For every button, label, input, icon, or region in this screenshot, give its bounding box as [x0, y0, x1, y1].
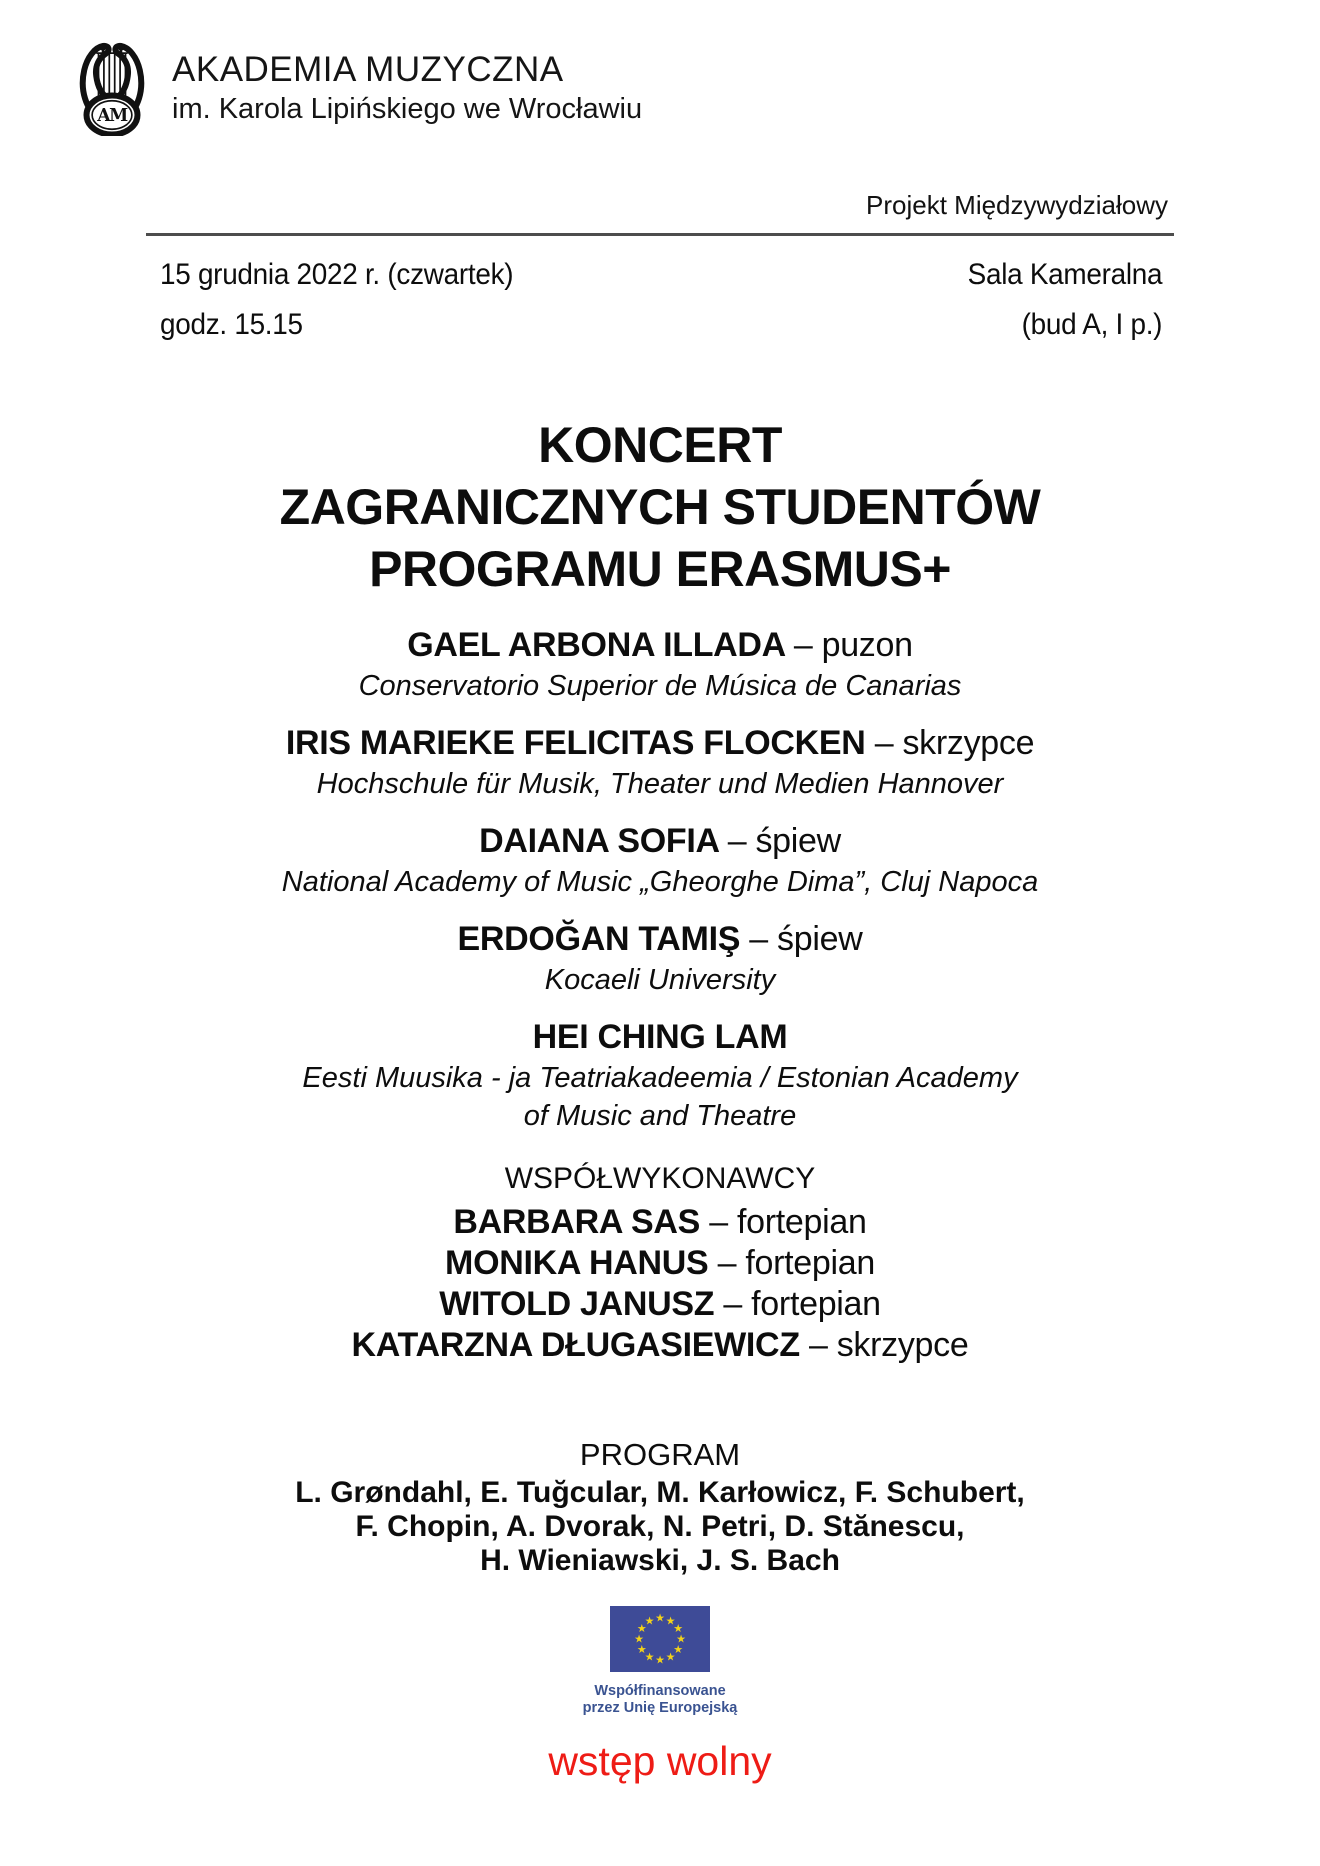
event-venue: Sala Kameralna	[967, 258, 1162, 291]
performer-school: Kocaeli University	[544, 964, 776, 996]
performer-school: National Academy of Music „Gheorghe Dima”, Cluj Napoca	[281, 866, 1039, 898]
co-performer-line	[0, 1243, 1320, 1284]
performer-name: GAEL ARBONA ILLADA	[407, 626, 785, 664]
performer-instrument: – śpiew	[749, 920, 863, 958]
divider-rule	[146, 233, 1174, 236]
eu-star-icon: ★	[636, 1643, 647, 1656]
program-line: H. Wieniawski, J. S. Bach	[480, 1544, 840, 1577]
co-performers-heading: WSPÓŁWYKONAWCY	[504, 1162, 816, 1195]
co-performers-list	[0, 1202, 1320, 1366]
event-date: 15 grudnia 2022 r. (czwartek)	[160, 258, 514, 291]
performer-school: Eesti Muusika - ja Teatriakadeemia / Estonian Academy	[302, 1062, 1018, 1094]
performer-school-line-2: of Music and Theatre	[523, 1100, 797, 1132]
concert-title-line-1: KONCERT	[538, 417, 782, 473]
co-performer-name: MONIKA HANUS	[445, 1244, 709, 1282]
eu-star-icon: ★	[665, 1614, 676, 1628]
performer-name: HEI CHING LAM	[532, 1018, 788, 1056]
performer-entry	[0, 624, 1320, 704]
performers-list	[0, 624, 1320, 1134]
program-line: L. Grøndahl, E. Tuğcular, M. Karłowicz, F. Schubert,	[295, 1476, 1025, 1509]
performer-name: IRIS MARIEKE FELICITAS FLOCKEN	[285, 724, 866, 762]
project-label: Projekt Międzywydziałowy	[866, 190, 1168, 220]
performer-name: ERDOĞAN TAMIŞ	[457, 920, 741, 958]
logo-monogram: AM	[97, 105, 127, 126]
performer-instrument: – puzon	[793, 626, 913, 664]
performer-entry	[0, 918, 1320, 998]
co-performer-line	[0, 1284, 1320, 1325]
performer-name: DAIANA SOFIA	[479, 822, 719, 860]
org-name: AKADEMIA MUZYCZNA	[172, 50, 564, 89]
event-venue-detail: (bud A, I p.)	[1021, 308, 1162, 341]
program-heading: PROGRAM	[579, 1437, 741, 1472]
eu-funding-caption-line-1: Współfinansowane	[594, 1683, 726, 1699]
org-subtitle: im. Karola Lipińskiego we Wrocławiu	[172, 93, 643, 125]
performer-name-line	[0, 722, 1320, 764]
performer-name-line	[0, 820, 1320, 862]
performer-name-line	[0, 918, 1320, 960]
eu-funding-caption-line-2: przez Unię Europejską	[582, 1700, 738, 1716]
performer-instrument: – śpiew	[727, 822, 841, 860]
event-time: godz. 15.15	[160, 308, 303, 341]
eu-star-icon: ★	[655, 1611, 665, 1625]
co-performer-line	[0, 1325, 1320, 1366]
concert-title-line-2: ZAGRANICZNYCH STUDENTÓW	[279, 479, 1041, 535]
eu-star-icon: ★	[673, 1643, 684, 1656]
eu-star-icon: ★	[636, 1622, 647, 1635]
co-performer-name: BARBARA SAS	[453, 1203, 701, 1241]
eu-star-icon: ★	[655, 1653, 665, 1667]
performer-instrument: – skrzypce	[874, 724, 1035, 762]
eu-star-icon: ★	[673, 1622, 684, 1635]
eu-star-icon: ★	[644, 1650, 655, 1664]
event-info	[160, 250, 1162, 350]
eu-flag-icon	[610, 1606, 710, 1672]
eu-star-icon: ★	[676, 1632, 686, 1646]
eu-star-icon: ★	[665, 1650, 676, 1664]
program-composers	[0, 1476, 1320, 1578]
performer-school: Conservatorio Superior de Música de Canarias	[358, 670, 962, 702]
eu-star-icon: ★	[634, 1632, 644, 1646]
lyre-logo-icon	[78, 40, 146, 136]
co-performer-instrument: – fortepian	[709, 1203, 867, 1241]
co-performer-name: KATARZNA DŁUGASIEWICZ	[351, 1326, 800, 1364]
co-performer-instrument: – fortepian	[723, 1285, 881, 1323]
performer-entry	[0, 722, 1320, 802]
admission-note: wstęp wolny	[548, 1738, 772, 1784]
performer-entry	[0, 1016, 1320, 1134]
brand-text	[172, 50, 642, 126]
eu-star-icon: ★	[644, 1614, 655, 1628]
event-info-row-2	[160, 300, 1162, 350]
eu-funding-block	[0, 1606, 1320, 1717]
performer-name-line	[0, 624, 1320, 666]
program-line: F. Chopin, A. Dvorak, N. Petri, D. Stănescu,	[355, 1510, 965, 1543]
performer-entry	[0, 820, 1320, 900]
performer-name-line	[0, 1016, 1320, 1058]
co-performer-name: WITOLD JANUSZ	[439, 1285, 715, 1323]
co-performer-instrument: – skrzypce	[808, 1326, 969, 1364]
concert-title-line-3: PROGRAMU ERASMUS+	[369, 541, 951, 597]
concert-title	[0, 414, 1320, 600]
event-info-row-1	[160, 250, 1162, 300]
co-performer-line	[0, 1202, 1320, 1243]
performer-school: Hochschule für Musik, Theater und Medien Hannover	[316, 768, 1004, 800]
co-performer-instrument: – fortepian	[717, 1244, 875, 1282]
eu-funding-caption	[0, 1683, 1320, 1717]
brand-header	[0, 0, 1320, 136]
